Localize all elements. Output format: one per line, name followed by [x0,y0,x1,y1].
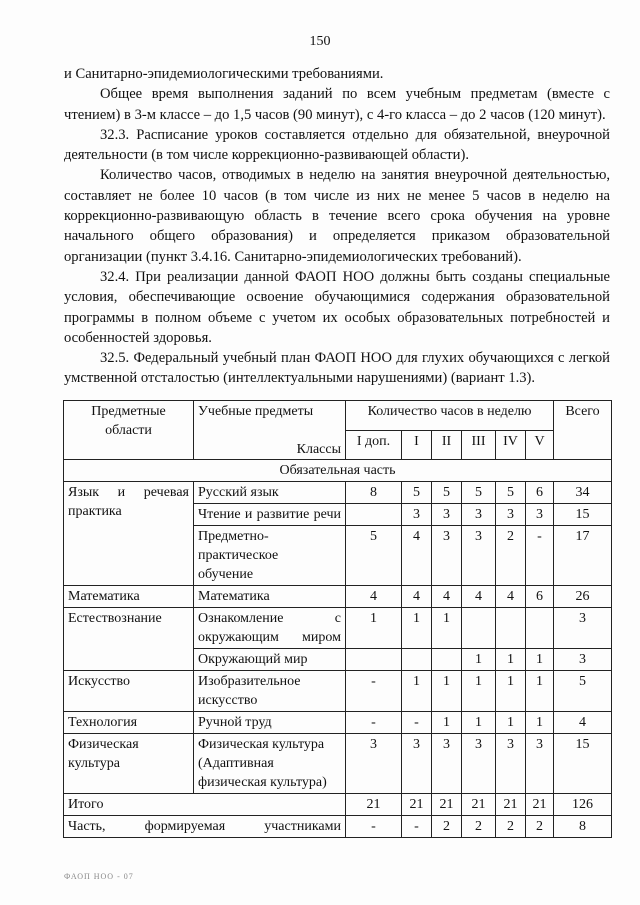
subject-cell: Ознакомление с окружающим миром [194,608,346,649]
hours-cell: 3 [462,734,496,794]
hours-cell: 21 [402,794,432,816]
hours-cell: 3 [496,734,526,794]
total-cell: 3 [554,608,612,649]
table-row [64,671,612,712]
hours-cell: 3 [346,734,402,794]
hours-cell: 1 [526,712,554,734]
table-row-total [64,794,612,816]
paragraph: 32.5. Федеральный учебный план ФАОП НОО для глухих обучающихся с легкой умственной отсталостью (интеллектуальными нарушениями) (вариант 1.3). [64,350,610,387]
hours-cell: 3 [432,504,462,526]
hours-cell: 5 [432,482,462,504]
hours-cell: 1 [462,649,496,671]
subject-cell: Предметно-практическое обучение [194,526,346,586]
hours-cell: 4 [496,586,526,608]
header-areas: Предметные области [64,401,194,460]
section-mandatory: Обязательная часть [64,460,612,482]
area-cell: Естествознание [64,608,194,671]
subject-cell: Ручной труд [194,712,346,734]
page-number: 150 [309,34,331,49]
grade-header: III [462,430,496,460]
table-row [64,712,612,734]
header-hours: Количество часов в неделю [346,401,554,431]
header-classes-label: Классы [296,442,341,457]
grade-header: V [526,430,554,460]
subject-cell: Математика [194,586,346,608]
hours-cell: 2 [496,526,526,586]
hours-cell: 3 [462,526,496,586]
table-row [64,816,612,838]
total-cell: 15 [554,734,612,794]
footer-code: ФАОП НОО - 07 [64,872,134,881]
table-row [64,482,612,504]
subject-cell: Чтение и развитие речи [194,504,346,526]
area-cell: Математика [64,586,194,608]
hours-cell: 2 [462,816,496,838]
total-cell: 126 [554,794,612,816]
grade-header: IV [496,430,526,460]
hours-cell: - [402,712,432,734]
hours-cell: 2 [496,816,526,838]
hours-cell: - [526,526,554,586]
hours-cell: - [346,671,402,712]
participants-part-label: Часть, формируемая участниками [64,816,346,838]
subject-cell: Русский язык [194,482,346,504]
hours-cell: 3 [496,504,526,526]
total-cell: 8 [554,816,612,838]
hours-cell: 1 [432,671,462,712]
hours-cell [432,649,462,671]
hours-cell: 1 [462,671,496,712]
area-cell: Искусство [64,671,194,712]
paragraph: Общее время выполнения заданий по всем учебным предметам (вместе с чтением) в 3-м классе – до 1,5 часов (90 минут), с 4-го класса – до 2 часов (120 минут). [64,86,610,123]
hours-cell: 1 [402,608,432,649]
total-cell: 15 [554,504,612,526]
subject-cell: Физическая культура (Адаптивная физическая культура) [194,734,346,794]
header-subjects [194,401,346,460]
hours-cell: 4 [432,586,462,608]
hours-cell: - [402,816,432,838]
table-row [64,608,612,649]
hours-cell [346,504,402,526]
hours-cell: 3 [462,504,496,526]
hours-cell: - [346,816,402,838]
total-cell: 4 [554,712,612,734]
area-cell: Язык и речевая практика [64,482,194,586]
hours-cell: 3 [432,734,462,794]
hours-cell [526,608,554,649]
hours-cell: 1 [432,712,462,734]
hours-cell: 3 [402,504,432,526]
hours-cell: 1 [496,649,526,671]
curriculum-table [63,400,612,838]
paragraph: Количество часов, отводимых в неделю на занятия внеурочной деятельностью, составляет не более 10 часов (в том числе из них не менее 5 часов в неделю на коррекционно-развивающую область в течение всего срока обучения на уровне начального общего образования) и определяется приказом образовательной организации (пункт 3.4.16. Санитарно-эпидемиологических требований). [64,167,610,265]
hours-cell [402,649,432,671]
paragraph: 32.3. Расписание уроков составляется отдельно для обязательной, внеурочной деятельности (в том числе коррекционно-развивающей области). [64,126,610,164]
total-cell: 3 [554,649,612,671]
hours-cell: 21 [462,794,496,816]
hours-cell: 1 [526,649,554,671]
total-label: Итого [64,794,346,816]
hours-cell: 4 [462,586,496,608]
hours-cell: 2 [526,816,554,838]
grade-header: I доп. [346,430,402,460]
hours-cell [346,649,402,671]
area-cell: Технология [64,712,194,734]
hours-cell: 1 [526,671,554,712]
subject-cell: Окружающий мир [194,649,346,671]
hours-cell [496,608,526,649]
hours-cell: 5 [496,482,526,504]
hours-cell: 1 [346,608,402,649]
body-text [64,64,610,389]
hours-cell: 1 [402,671,432,712]
subject-cell: Изобразительное искусство [194,671,346,712]
table-row [64,586,612,608]
hours-cell: 21 [526,794,554,816]
hours-cell: 3 [432,526,462,586]
hours-cell: 1 [432,608,462,649]
total-cell: 17 [554,526,612,586]
area-cell: Физическая культура [64,734,194,794]
hours-cell: 5 [402,482,432,504]
table-row [64,734,612,794]
total-cell: 34 [554,482,612,504]
header-subjects-label: Учебные предметы [198,404,314,419]
hours-cell: 5 [462,482,496,504]
hours-cell: 1 [496,712,526,734]
hours-cell: 5 [346,526,402,586]
hours-cell: 1 [496,671,526,712]
hours-cell: 21 [432,794,462,816]
grade-header: II [432,430,462,460]
hours-cell: 4 [346,586,402,608]
hours-cell: - [346,712,402,734]
hours-cell: 3 [526,734,554,794]
hours-cell: 21 [496,794,526,816]
hours-cell: 3 [526,504,554,526]
hours-cell: 4 [402,526,432,586]
total-cell: 26 [554,586,612,608]
hours-cell: 8 [346,482,402,504]
hours-cell [462,608,496,649]
grade-header: I [402,430,432,460]
hours-cell: 4 [402,586,432,608]
paragraph: и Санитарно-эпидемиологическими требованиями. [64,66,384,82]
hours-cell: 1 [462,712,496,734]
hours-cell: 3 [402,734,432,794]
total-cell: 5 [554,671,612,712]
hours-cell: 6 [526,586,554,608]
hours-cell: 21 [346,794,402,816]
hours-cell: 6 [526,482,554,504]
paragraph: 32.4. При реализации данной ФАОП НОО должны быть созданы специальные условия, обеспечивающие освоение обучающимися содержания образовательной программы в полном объеме с учетом их особых образовательных потребностей и особенностей здоровья. [64,268,610,346]
header-total: Всего [554,401,612,460]
hours-cell: 2 [432,816,462,838]
